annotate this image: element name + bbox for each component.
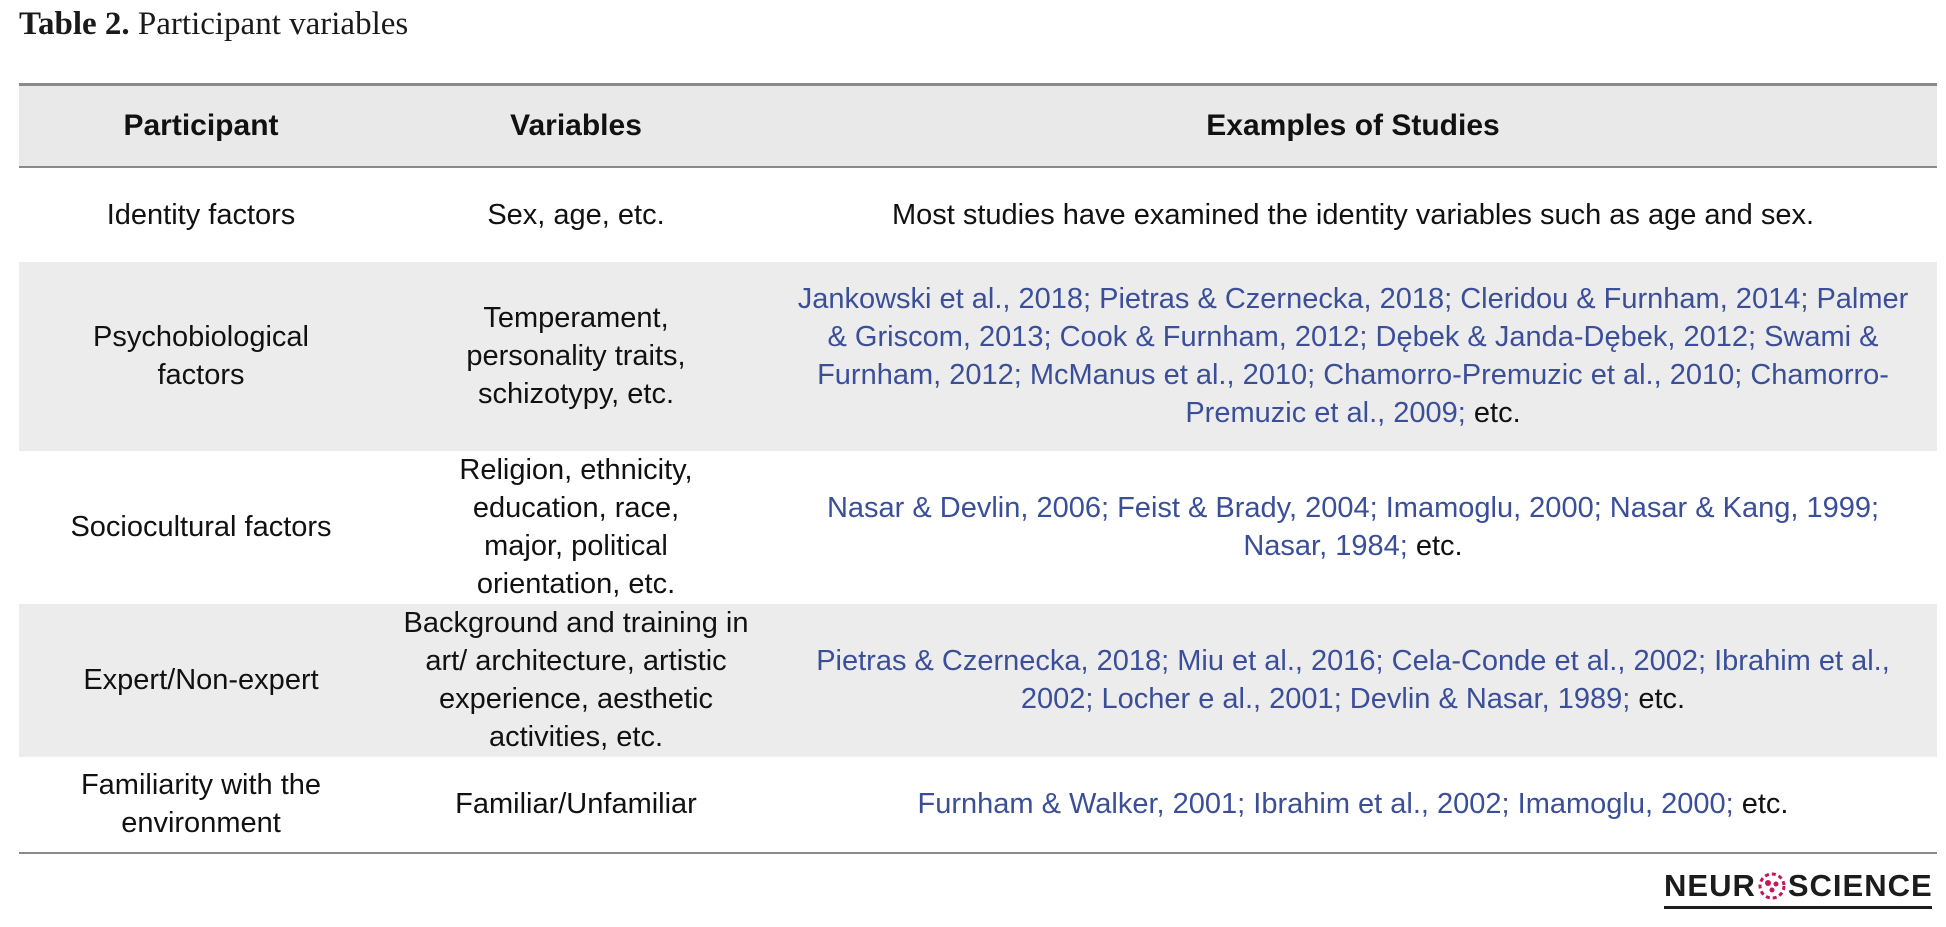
examples-etc: etc. [1465, 397, 1521, 429]
logo-text-left: NEUR [1664, 867, 1756, 903]
citations: Pietras & Czernecka, 2018; Miu et al., 2016; Cela-Conde et al., 2002; Ibrahim et al., 2002; Locher e al., 2001; Devlin & Nasar, 1989; [816, 645, 1890, 715]
participant-text: Psychobiological factors [92, 321, 309, 391]
examples-cell [769, 604, 1937, 757]
table-row [19, 451, 1937, 604]
table-caption [19, 6, 408, 43]
examples-cell [769, 451, 1937, 604]
table-row [19, 262, 1937, 451]
participant-cell [19, 757, 383, 853]
citations: Jankowski et al., 2018; Pietras & Czernecka, 2018; Cleridou & Furnham, 2014; Palmer & Griscom, 2013; Cook & Furnham, 2012; Dębek & Janda-Dębek, 2012; Swami & Furnham, 2012; McManus et al., 2010; Chamorro-Premuzic et al., 2010; Chamorro-Premuzic et al., 2009; [797, 283, 1909, 429]
participant-text: Familiarity with the environment [80, 769, 322, 839]
variables-cell [383, 451, 769, 604]
header-participant: Participant [123, 108, 279, 142]
variables-text: Background and training in art/ architecture, artistic experience, aesthetic activities, etc. [403, 607, 749, 753]
participant-cell: Expert/Non-expert [83, 664, 319, 696]
table-title: Participant variables [137, 6, 409, 42]
logo-text-right: SCIENCE [1787, 867, 1933, 903]
table-label: Table 2. [19, 6, 130, 42]
variables-cell: Familiar/Unfamiliar [455, 788, 697, 820]
table-row [19, 167, 1937, 262]
participant-variables-table [19, 83, 1937, 854]
examples-etc: etc. [1630, 683, 1686, 715]
header-variables: Variables [510, 108, 642, 142]
variables-cell [383, 604, 769, 757]
examples-etc: etc. [1733, 788, 1789, 820]
table-header [19, 85, 1937, 167]
logo-underline [1664, 906, 1932, 909]
citations: Furnham & Walker, 2001; Ibrahim et al., 2002; Imamoglu, 2000; [917, 788, 1734, 820]
table-row [19, 604, 1937, 757]
examples-etc: etc. [1407, 530, 1463, 562]
examples-cell [769, 757, 1937, 853]
table-row [19, 757, 1937, 853]
table-body [19, 167, 1937, 853]
variables-cell [383, 262, 769, 451]
participant-cell: Sociocultural factors [70, 511, 332, 543]
header-examples: Examples of Studies [1206, 108, 1500, 142]
examples-cell [769, 262, 1937, 451]
brain-icon [1757, 871, 1787, 901]
variables-text: Religion, ethnicity, education, race, major, political orientation, etc. [459, 454, 693, 600]
header-row [19, 85, 1937, 167]
examples-cell [769, 167, 1937, 262]
neuroscience-logo [1664, 866, 1934, 914]
citations: Nasar & Devlin, 2006; Feist & Brady, 2004; Imamoglu, 2000; Nasar & Kang, 1999; Nasar, 1984; [826, 492, 1880, 562]
variables-text: Temperament, personality traits, schizotypy, etc. [466, 302, 686, 410]
variables-cell: Sex, age, etc. [487, 198, 665, 231]
participant-cell [19, 262, 383, 451]
examples-text: Most studies have examined the identity variables such as age and sex. [891, 198, 1815, 231]
participant-cell: Identity factors [106, 198, 296, 231]
